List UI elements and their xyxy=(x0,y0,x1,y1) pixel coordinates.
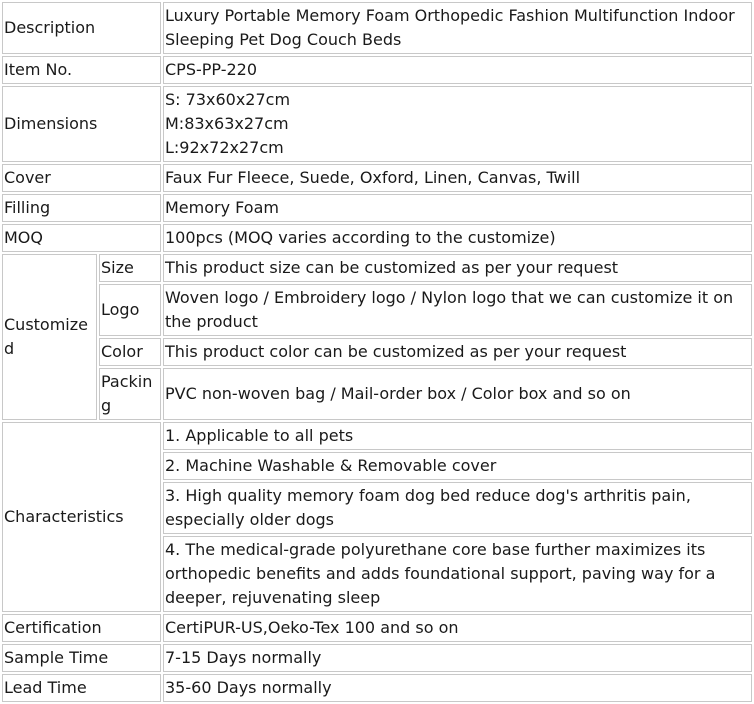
row-value xyxy=(163,86,752,162)
table-row-moq xyxy=(2,224,752,252)
row-value: Woven logo / Embroidery logo / Nylon logo that we can customize it on the product xyxy=(163,284,752,336)
row-label: Characteristics xyxy=(2,422,161,612)
table-row-item-no xyxy=(2,56,752,84)
table-row-sample-time xyxy=(2,644,752,672)
row-value: 35-60 Days normally xyxy=(163,674,752,702)
row-value: This product size can be customized as per your request xyxy=(163,254,752,282)
table-row-customized-size xyxy=(2,254,752,282)
dimension-size-l: L:92x72x27cm xyxy=(165,138,284,157)
dimension-size-m: M:83x63x27cm xyxy=(165,114,289,133)
sub-label: Color xyxy=(99,338,161,366)
table-row-customized-color xyxy=(2,338,752,366)
sub-label: Size xyxy=(99,254,161,282)
row-label: Customized xyxy=(2,254,97,420)
row-value: CPS-PP-220 xyxy=(163,56,752,84)
row-label: Description xyxy=(2,2,161,54)
row-label: Item No. xyxy=(2,56,161,84)
row-value: 1. Applicable to all pets xyxy=(163,422,752,450)
row-label: Sample Time xyxy=(2,644,161,672)
row-label: Dimensions xyxy=(2,86,161,162)
row-label: Cover xyxy=(2,164,161,192)
row-value: 4. The medical-grade polyurethane core base further maximizes its orthopedic benefits and adds foundational support, paving way for a deeper, rejuvenating sleep xyxy=(163,536,752,612)
table-row-cover xyxy=(2,164,752,192)
row-value: 3. High quality memory foam dog bed reduce dog's arthritis pain, especially older dogs xyxy=(163,482,752,534)
table-row-description xyxy=(2,2,752,54)
row-value: 7-15 Days normally xyxy=(163,644,752,672)
table-row-dimensions xyxy=(2,86,752,162)
row-value: Luxury Portable Memory Foam Orthopedic Fashion Multifunction Indoor Sleeping Pet Dog Couch Beds xyxy=(163,2,752,54)
row-value: Faux Fur Fleece, Suede, Oxford, Linen, Canvas, Twill xyxy=(163,164,752,192)
sub-label: Logo xyxy=(99,284,161,336)
table-row-certification xyxy=(2,614,752,642)
table-row-customized-packing xyxy=(2,368,752,420)
row-label: Lead Time xyxy=(2,674,161,702)
row-value: Memory Foam xyxy=(163,194,752,222)
row-value: PVC non-woven bag / Mail-order box / Color box and so on xyxy=(163,368,752,420)
table-row-filling xyxy=(2,194,752,222)
table-row-lead-time xyxy=(2,674,752,702)
table-row-customized-logo xyxy=(2,284,752,336)
row-label: Filling xyxy=(2,194,161,222)
row-label: Certification xyxy=(2,614,161,642)
row-label: MOQ xyxy=(2,224,161,252)
sub-label: Packing xyxy=(99,368,161,420)
table-row-characteristic xyxy=(2,422,752,450)
row-value: 2. Machine Washable & Removable cover xyxy=(163,452,752,480)
row-value: This product color can be customized as per your request xyxy=(163,338,752,366)
row-value: 100pcs (MOQ varies according to the customize) xyxy=(163,224,752,252)
row-value: CertiPUR-US,Oeko-Tex 100 and so on xyxy=(163,614,752,642)
dimension-size-s: S: 73x60x27cm xyxy=(165,90,291,109)
